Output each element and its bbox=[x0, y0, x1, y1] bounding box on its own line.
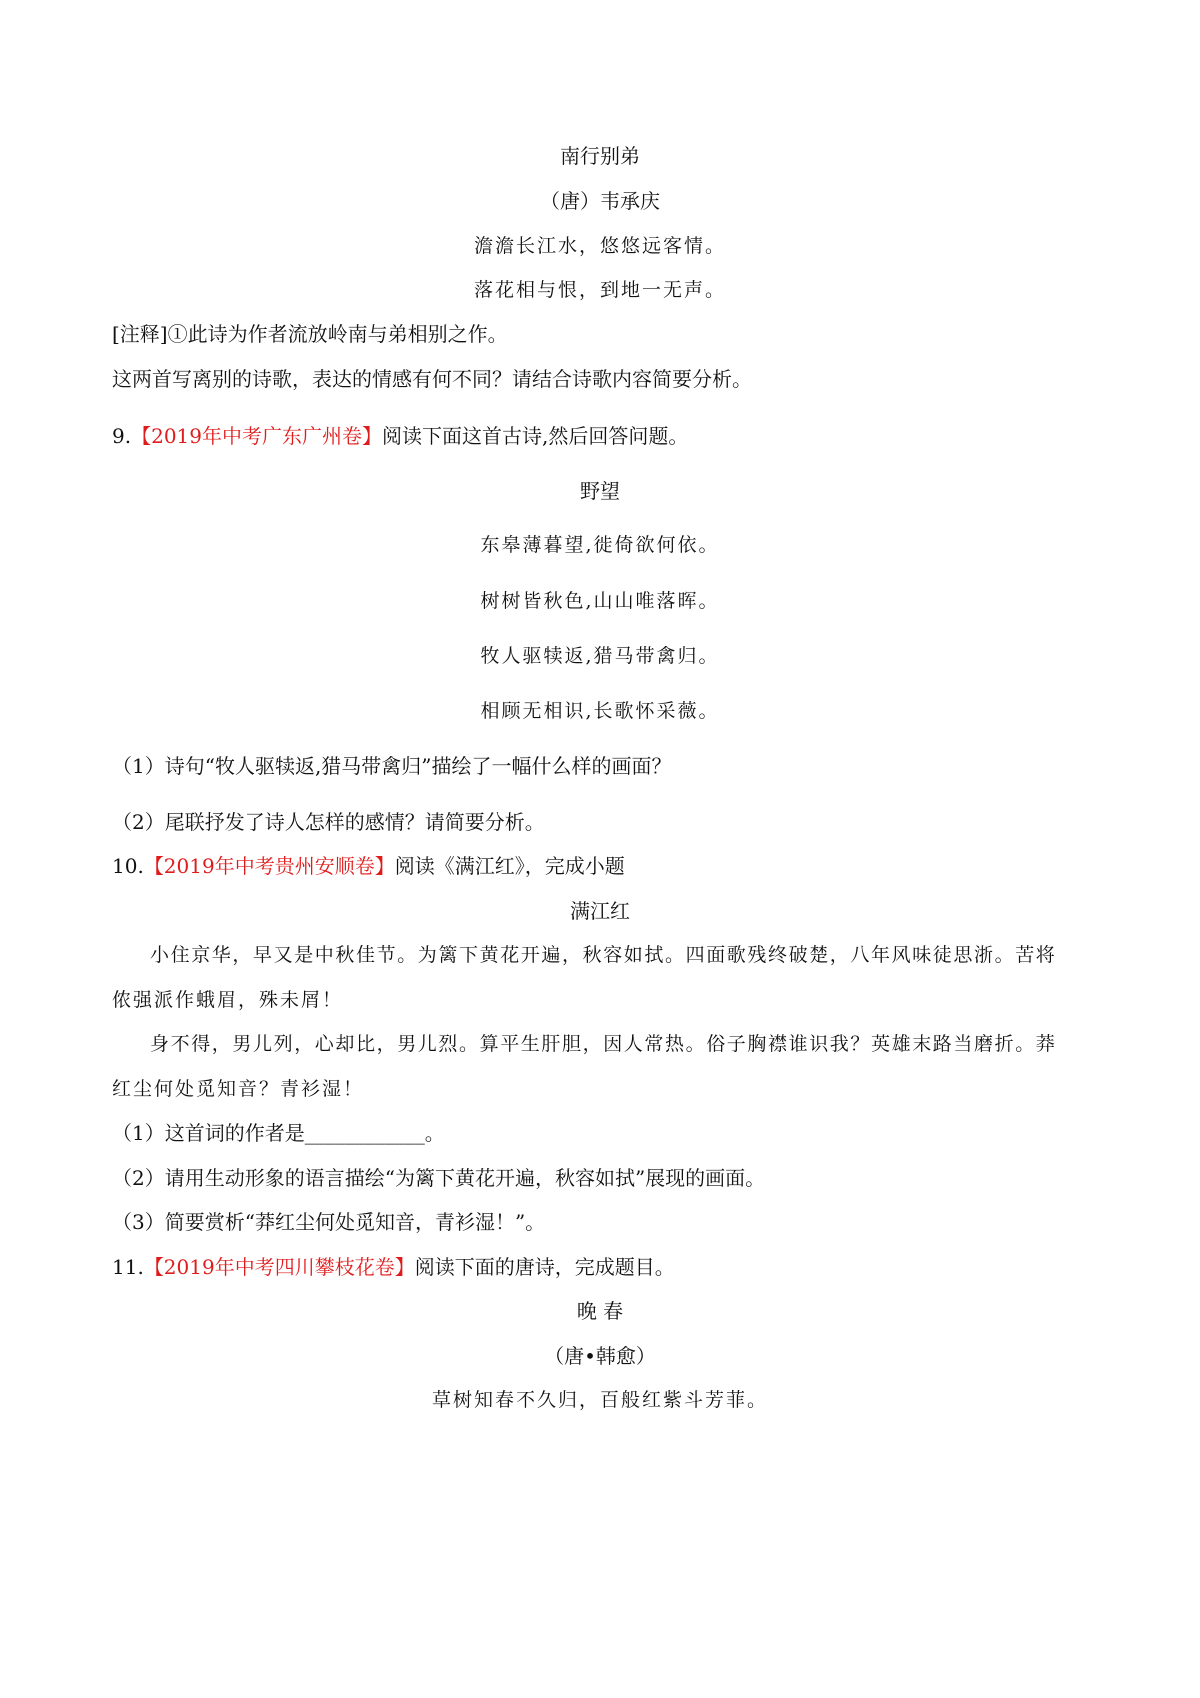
poem-title: 满江红 bbox=[570, 899, 630, 923]
poem-author: （唐•韩愈） bbox=[544, 1344, 656, 1368]
sub-question: （3）简要赏析“莽红尘何处觅知音，青衫湿！”。 bbox=[112, 1210, 546, 1234]
poem-title: 晚 春 bbox=[576, 1299, 624, 1323]
poem-title: 南行别弟 bbox=[560, 144, 640, 168]
poem-line: 树树皆秋色,山山唯落晖。 bbox=[480, 590, 720, 612]
exam-source: 【2019年中考广东广州卷】 bbox=[131, 424, 382, 448]
poem-line: 草树知春不久归，百般红紫斗芳菲。 bbox=[431, 1389, 768, 1411]
question-number: 9. bbox=[112, 424, 132, 448]
poem-title: 野望 bbox=[580, 479, 620, 503]
poem-paragraph: 小住京华，早又是中秋佳节。为篱下黄花开遍，秋容如拭。四面歌残终破楚，八年风味徒思浙。苦将 bbox=[150, 944, 1057, 966]
question-header bbox=[112, 852, 625, 880]
poem-line: 相顾无相识,长歌怀采薇。 bbox=[480, 700, 720, 722]
annotation-note: [注释]①此诗为作者流放岭南与弟相别之作。 bbox=[112, 322, 508, 346]
poem-paragraph: 红尘何处觅知音？青衫湿！ bbox=[112, 1078, 365, 1100]
question-header bbox=[112, 422, 688, 450]
sub-question: （1）诗句“牧人驱犊返,猎马带禽归”描绘了一幅什么样的画面？ bbox=[112, 754, 672, 778]
poem-line: 澹澹长江水，悠悠远客情。 bbox=[473, 235, 726, 257]
sub-question: （2）尾联抒发了诗人怎样的感情？请简要分析。 bbox=[112, 810, 545, 834]
exam-source: 【2019年中考四川攀枝花卷】 bbox=[143, 1255, 415, 1279]
question-header bbox=[112, 1253, 675, 1281]
sub-question: （2）请用生动形象的语言描绘“为篱下黄花开遍，秋容如拭”展现的画面。 bbox=[112, 1166, 766, 1190]
poem-paragraph: 侬强派作蛾眉，殊未屑！ bbox=[112, 989, 344, 1011]
question-text: 这两首写离别的诗歌，表达的情感有何不同？请结合诗歌内容简要分析。 bbox=[112, 367, 752, 391]
poem-paragraph: 身不得，男儿列，心却比，男儿烈。算平生肝胆，因人常热。俗子胸襟谁识我？英雄末路当磨折。莽 bbox=[150, 1033, 1057, 1055]
question-prompt: 阅读下面这首古诗,然后回答问题。 bbox=[382, 424, 689, 448]
question-number: 10. bbox=[112, 854, 144, 878]
poem-line: 东皋薄暮望,徙倚欲何依。 bbox=[480, 534, 720, 556]
poem-line: 落花相与恨，到地一无声。 bbox=[473, 279, 726, 301]
exam-source: 【2019年中考贵州安顺卷】 bbox=[143, 854, 395, 878]
question-prompt: 阅读下面的唐诗，完成题目。 bbox=[414, 1255, 675, 1279]
sub-question: （1）这首词的作者是____________。 bbox=[112, 1121, 445, 1145]
poem-line: 牧人驱犊返,猎马带禽归。 bbox=[480, 645, 720, 667]
question-number: 11. bbox=[112, 1255, 144, 1279]
poem-author: （唐）韦承庆 bbox=[540, 189, 660, 213]
question-prompt: 阅读《满江红》，完成小题 bbox=[394, 854, 625, 878]
